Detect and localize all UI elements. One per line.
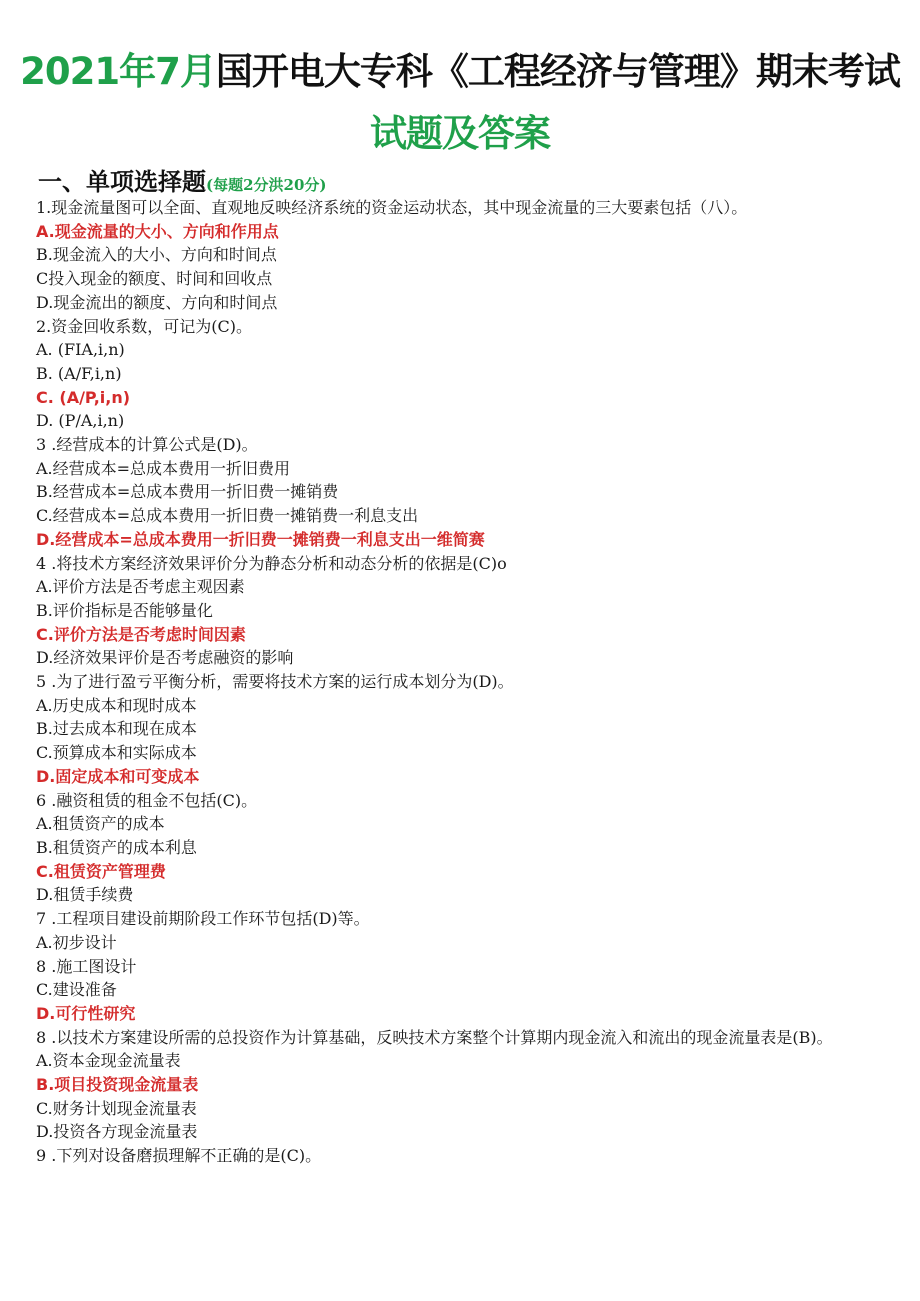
question-text-line: B.现金流入的大小、方向和时间点: [36, 245, 277, 265]
question-text-line: A.资本金现金流量表: [36, 1051, 181, 1071]
answer-option-line: C.评价方法是否考虑时间因素: [36, 624, 246, 644]
document-title-line1: [0, 48, 920, 96]
answer-option-line: C.租赁资产管理费: [36, 861, 166, 881]
question-text-line: A.经营成本=总成本费用一折旧费用: [36, 458, 291, 478]
question-text-line: 4 .将技术方案经济效果评价分为静态分析和动态分析的依据是(C)o: [36, 553, 507, 573]
question-list: [36, 196, 886, 1168]
document-title-line2: 试题及答案: [370, 112, 550, 155]
question-text-line: A.历史成本和现时成本: [36, 695, 197, 715]
question-text-line: 1.现金流量图可以全面、直观地反映经济系统的资金运动状态，其中现金流量的三大要素包括（八）。: [36, 198, 748, 217]
question-text-line: 5 .为了进行盈亏平衡分析，需要将技术方案的运行成本划分为(D)。: [36, 672, 514, 692]
question-text-line: C.预算成本和实际成本: [36, 743, 197, 763]
question-text-line: 6 .融资租赁的租金不包括(C)。: [36, 790, 258, 810]
question-text-line: B. (A/F,i,n): [36, 363, 122, 383]
answer-option-line: B.项目投资现金流量表: [36, 1075, 199, 1095]
section-title: 一、单项选择题: [38, 168, 206, 196]
question-text-line: D.租赁手续费: [36, 885, 134, 905]
question-text-line: 8 .以技术方案建设所需的总投资作为计算基础，反映技术方案整个计算期内现金流入和流出的现金流量表是(B)。: [36, 1027, 833, 1047]
question-text-line: D.现金流出的额度、方向和时间点: [36, 292, 278, 312]
question-text-line: 3 .经营成本的计算公式是(D)。: [36, 435, 258, 455]
question-text-line: C.财务计划现金流量表: [36, 1098, 197, 1118]
question-text-line: 2.资金回收系数，可记为(C)。: [36, 316, 252, 336]
question-text-line: C.建设准备: [36, 980, 117, 1000]
title-date: 2021年7月: [20, 50, 216, 93]
question-text-line: B.过去成本和现在成本: [36, 719, 197, 739]
question-text-line: A. (FIA,i,n): [36, 340, 125, 360]
question-text-line: D.经济效果评价是否考虑融资的影响: [36, 648, 294, 668]
question-text-line: B.经营成本=总成本费用一折旧费一摊销费: [36, 482, 339, 502]
question-text-line: 7 .工程项目建设前期阶段工作环节包括(D)等。: [36, 909, 370, 929]
question-text-line: 8 .施工图设计: [36, 956, 137, 976]
answer-option-line: D.经营成本=总成本费用一折旧费一摊销费一利息支出一维简赛: [36, 529, 485, 549]
question-text-line: 9 .下列对设备磨损理解不正确的是(C)。: [36, 1146, 322, 1166]
question-text-line: A.租赁资产的成本: [36, 814, 165, 834]
answer-option-line: D.可行性研究: [36, 1003, 136, 1023]
question-text-line: C投入现金的额度、时间和回收点: [36, 269, 273, 289]
question-text-line: A.初步设计: [36, 932, 117, 952]
question-text-line: D. (P/A,i,n): [36, 411, 125, 431]
question-text-line: D.投资各方现金流量表: [36, 1122, 198, 1142]
answer-option-line: D.固定成本和可变成本: [36, 766, 200, 786]
question-text-line: B.租赁资产的成本利息: [36, 837, 197, 857]
question-text-line: A.评价方法是否考虑主观因素: [36, 577, 245, 597]
answer-option-line: A.现金流量的大小、方向和作用点: [36, 221, 279, 241]
title-course: 国开电大专科《工程经济与管理》期末考试: [215, 50, 900, 93]
answer-option-line: C. (A/P,i,n): [36, 387, 131, 407]
question-text-line: C.经营成本=总成本费用一折旧费一摊销费一利息支出: [36, 506, 419, 526]
question-text-line: B.评价指标是否能够量化: [36, 600, 213, 620]
section-note: (每题2分洪20分): [206, 176, 327, 194]
